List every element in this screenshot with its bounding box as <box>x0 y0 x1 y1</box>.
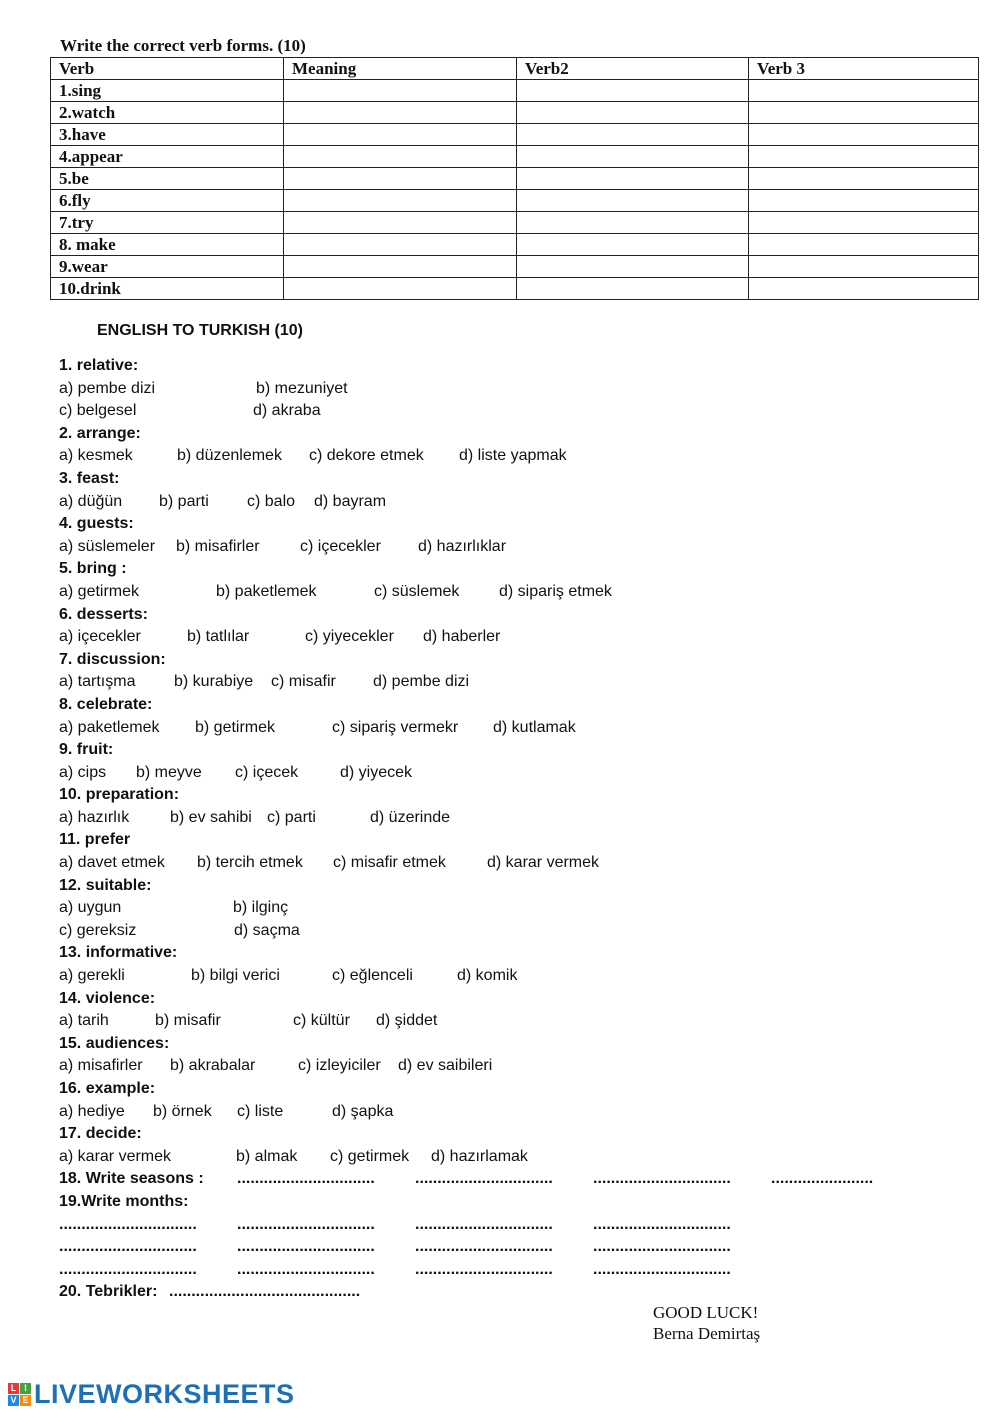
answer-blank[interactable]: ............................... <box>415 1215 553 1233</box>
answer-option[interactable]: b) tercih etmek <box>197 854 303 872</box>
verb-cell: 3.have <box>51 124 284 146</box>
question-label: 11. prefer <box>59 831 131 849</box>
question-label: 16. example: <box>59 1080 156 1097</box>
answer-option[interactable]: b) ilginç <box>233 899 289 917</box>
options-row <box>59 400 959 423</box>
answer-option[interactable]: c) liste <box>237 1102 284 1120</box>
answer-option[interactable]: b) parti <box>159 492 209 510</box>
answer-blank[interactable]: ............................... <box>237 1170 375 1188</box>
answer-option[interactable]: b) misafir <box>155 1012 221 1030</box>
options-row <box>59 445 959 468</box>
meaning-answer-cell[interactable] <box>284 124 517 146</box>
answer-option[interactable]: c) misafir etmek <box>333 854 446 872</box>
brand-text: LIVEWORKSHEETS <box>34 1378 295 1409</box>
options-row <box>59 1146 959 1169</box>
question-label: 2. arrange: <box>59 424 141 442</box>
question-label: 15. audiences: <box>59 1034 170 1052</box>
answer-option[interactable]: a) gerekli <box>59 967 125 985</box>
table-row <box>51 168 979 190</box>
table-row <box>51 146 979 168</box>
answer-option[interactable]: c) izleyiciler <box>298 1057 381 1075</box>
verb2-answer-cell[interactable] <box>517 212 749 234</box>
answer-option[interactable]: a) içecekler <box>59 628 141 646</box>
question-title <box>59 829 959 852</box>
options-row <box>59 762 959 785</box>
question-label: 5. bring : <box>59 560 127 578</box>
meaning-answer-cell[interactable] <box>284 146 517 168</box>
answer-option[interactable]: b) getirmek <box>195 718 276 736</box>
question-label: 7. discussion: <box>59 650 166 668</box>
table-row <box>51 124 979 146</box>
answer-option[interactable]: c) kültür <box>293 1012 350 1030</box>
header-verb: Verb <box>51 58 284 80</box>
logo-tile: L <box>8 1383 19 1394</box>
table-row <box>51 102 979 124</box>
footer-note <box>653 1302 760 1344</box>
question-label: 6. desserts: <box>59 605 148 623</box>
verb2-answer-cell[interactable] <box>517 256 749 278</box>
answer-option[interactable]: a) uygun <box>59 899 122 917</box>
answer-option[interactable]: d) komik <box>457 967 518 985</box>
answer-option[interactable]: d) bayram <box>314 492 387 510</box>
verb-cell: 9.wear <box>51 256 284 278</box>
question-title <box>59 468 959 491</box>
answer-option[interactable]: d) üzerinde <box>370 808 451 826</box>
congrats-question <box>59 1281 959 1304</box>
verb3-answer-cell[interactable] <box>749 102 979 124</box>
verb-forms-table <box>50 57 979 300</box>
verb3-answer-cell[interactable] <box>749 146 979 168</box>
question-title <box>59 558 959 581</box>
answer-option[interactable]: a) misafirler <box>59 1057 143 1075</box>
answer-option[interactable]: b) tatlılar <box>187 628 250 646</box>
answer-option[interactable]: b) meyve <box>136 763 202 781</box>
question-title <box>59 604 959 627</box>
answer-option[interactable]: c) yiyecekler <box>305 628 394 646</box>
question-title <box>59 1033 959 1056</box>
questions-list <box>59 355 959 1304</box>
verb-cell: 2.watch <box>51 102 284 124</box>
meaning-answer-cell[interactable] <box>284 168 517 190</box>
answer-option[interactable]: d) akraba <box>253 402 321 420</box>
meaning-answer-cell[interactable] <box>284 190 517 212</box>
answer-option[interactable]: b) ev sahibi <box>170 808 252 826</box>
answer-blank[interactable]: ............................... <box>593 1215 731 1233</box>
options-row <box>59 920 959 943</box>
table-row <box>51 256 979 278</box>
answer-option[interactable]: a) düğün <box>59 492 123 510</box>
answer-option[interactable]: b) almak <box>236 1147 298 1165</box>
verb-cell: 6.fly <box>51 190 284 212</box>
options-row <box>59 671 959 694</box>
table-title: Write the correct verb forms. (10) <box>60 36 306 55</box>
meaning-answer-cell[interactable] <box>284 234 517 256</box>
answer-blank[interactable]: ............................... <box>593 1170 731 1188</box>
verb-cell: 1.sing <box>51 80 284 102</box>
question-label: 3. feast: <box>59 469 120 487</box>
header-verb2: Verb2 <box>517 58 749 80</box>
logo-tile: V <box>8 1395 19 1406</box>
meaning-answer-cell[interactable] <box>284 102 517 124</box>
question-label: 19.Write months: <box>59 1192 189 1210</box>
answer-option[interactable]: d) hazırlıklar <box>418 537 507 555</box>
answer-option[interactable]: a) karar vermek <box>59 1147 172 1165</box>
question-label: 10. preparation: <box>59 786 180 804</box>
answer-option[interactable]: b) misafirler <box>176 537 260 555</box>
months-blank-row <box>59 1236 959 1259</box>
answer-option[interactable]: a) paketlemek <box>59 718 160 736</box>
logo-tile: I <box>20 1383 31 1394</box>
good-luck-text: GOOD LUCK! <box>653 1303 759 1322</box>
verb3-answer-cell[interactable] <box>749 256 979 278</box>
verb-cell: 7.try <box>51 212 284 234</box>
answer-option[interactable]: b) mezuniyet <box>256 379 348 397</box>
answer-option[interactable]: a) hediye <box>59 1102 125 1120</box>
options-row <box>59 965 959 988</box>
question-title <box>59 694 959 717</box>
answer-option[interactable]: b) akrabalar <box>170 1057 256 1075</box>
answer-blank[interactable]: ............................... <box>59 1260 197 1278</box>
options-row <box>59 1055 959 1078</box>
verb-cell: 5.be <box>51 168 284 190</box>
verb2-answer-cell[interactable] <box>517 190 749 212</box>
answer-option[interactable]: c) balo <box>247 492 296 510</box>
question-title <box>59 513 959 536</box>
answer-option[interactable]: d) şapka <box>332 1102 394 1120</box>
answer-option[interactable]: d) hazırlamak <box>431 1147 528 1165</box>
answer-blank[interactable]: ............................... <box>237 1238 375 1256</box>
header-verb3: Verb 3 <box>749 58 979 80</box>
table-row <box>51 278 979 300</box>
answer-option[interactable]: a) hazırlık <box>59 808 130 826</box>
verb2-answer-cell[interactable] <box>517 80 749 102</box>
answer-option[interactable]: d) ev saibileri <box>398 1057 493 1075</box>
question-title <box>59 875 959 898</box>
answer-option[interactable]: a) kesmek <box>59 447 133 465</box>
meaning-answer-cell[interactable] <box>284 278 517 300</box>
answer-option[interactable]: d) yiyecek <box>340 763 413 781</box>
answer-option[interactable]: b) bilgi verici <box>191 967 280 985</box>
answer-option[interactable]: b) örnek <box>153 1102 212 1120</box>
question-title <box>59 942 959 965</box>
verb2-answer-cell[interactable] <box>517 102 749 124</box>
answer-blank[interactable]: ............................... <box>237 1260 375 1278</box>
answer-option[interactable]: c) dekore etmek <box>309 447 424 465</box>
verb-cell: 10.drink <box>51 278 284 300</box>
options-row <box>59 852 959 875</box>
options-row <box>59 626 959 649</box>
verb3-answer-cell[interactable] <box>749 212 979 234</box>
verb-cell: 4.appear <box>51 146 284 168</box>
answer-option[interactable]: b) paketlemek <box>216 582 317 600</box>
answer-option[interactable]: c) misafir <box>271 673 336 691</box>
question-title <box>59 423 959 446</box>
options-row <box>59 897 959 920</box>
table-row <box>51 80 979 102</box>
answer-option[interactable]: c) parti <box>267 808 316 826</box>
table-row <box>51 190 979 212</box>
answer-option[interactable]: c) belgesel <box>59 402 137 420</box>
answer-option[interactable]: c) içecek <box>235 763 299 781</box>
answer-option[interactable]: c) içecekler <box>300 537 381 555</box>
answer-blank[interactable]: ............................... <box>415 1238 553 1256</box>
answer-option[interactable]: c) gereksiz <box>59 921 137 939</box>
table-row <box>51 234 979 256</box>
months-question <box>59 1191 959 1214</box>
answer-option[interactable]: c) eğlenceli <box>332 967 413 985</box>
question-title <box>59 1123 959 1146</box>
answer-option[interactable]: d) haberler <box>423 628 501 646</box>
answer-option[interactable]: d) karar vermek <box>487 854 600 872</box>
answer-option[interactable]: d) sipariş etmek <box>499 582 612 600</box>
months-blank-row <box>59 1259 959 1282</box>
answer-option[interactable]: b) düzenlemek <box>177 447 282 465</box>
months-blank-row <box>59 1214 959 1237</box>
answer-option[interactable]: a) davet etmek <box>59 854 165 872</box>
answer-blank[interactable]: ........................................... <box>169 1283 361 1301</box>
answer-option[interactable]: c) sipariş vermekr <box>332 718 459 736</box>
meaning-answer-cell[interactable] <box>284 256 517 278</box>
verb2-answer-cell[interactable] <box>517 278 749 300</box>
answer-option[interactable]: a) tartışma <box>59 673 136 691</box>
meaning-answer-cell[interactable] <box>284 212 517 234</box>
options-row <box>59 1010 959 1033</box>
question-label: 18. Write seasons : <box>59 1170 204 1188</box>
verb3-answer-cell[interactable] <box>749 234 979 256</box>
question-label: 9. fruit: <box>59 741 114 759</box>
answer-option[interactable]: d) pembe dizi <box>373 673 470 691</box>
verb2-answer-cell[interactable] <box>517 168 749 190</box>
question-label: 8. celebrate: <box>59 695 153 713</box>
verb3-answer-cell[interactable] <box>749 168 979 190</box>
table-header-row <box>51 58 979 80</box>
answer-option[interactable]: a) getirmek <box>59 582 140 600</box>
question-title <box>59 739 959 762</box>
answer-blank[interactable]: ............................... <box>415 1170 553 1188</box>
seasons-question <box>59 1168 959 1191</box>
question-label: 13. informative: <box>59 944 178 962</box>
options-row <box>59 491 959 514</box>
logo-tile: E <box>20 1395 31 1406</box>
question-title <box>59 649 959 672</box>
answer-blank[interactable]: ............................... <box>593 1260 731 1278</box>
question-label: 4. guests: <box>59 515 134 533</box>
answer-blank[interactable]: ............................... <box>237 1215 375 1233</box>
verb3-answer-cell[interactable] <box>749 80 979 102</box>
question-label: 20. Tebrikler: <box>59 1283 158 1301</box>
answer-option[interactable]: d) şiddet <box>376 1012 438 1030</box>
liveworksheets-brand[interactable] <box>8 1380 295 1408</box>
verb3-answer-cell[interactable] <box>749 190 979 212</box>
answer-option[interactable]: d) saçma <box>234 921 300 939</box>
options-row <box>59 717 959 740</box>
answer-blank[interactable]: ............................... <box>415 1260 553 1278</box>
answer-option[interactable]: d) kutlamak <box>493 718 576 736</box>
answer-option[interactable]: b) kurabiye <box>174 673 254 691</box>
answer-blank[interactable]: ....................... <box>771 1170 874 1188</box>
answer-option[interactable]: a) süslemeler <box>59 537 156 555</box>
author-name: Berna Demirtaş <box>653 1324 761 1343</box>
answer-blank[interactable]: ............................... <box>59 1215 197 1233</box>
options-row <box>59 536 959 559</box>
answer-option[interactable]: d) liste yapmak <box>459 447 567 465</box>
answer-option[interactable]: c) süslemek <box>374 582 460 600</box>
verb2-answer-cell[interactable] <box>517 124 749 146</box>
question-label: 12. suitable: <box>59 876 152 894</box>
verb3-answer-cell[interactable] <box>749 124 979 146</box>
verb-cell: 8. make <box>51 234 284 256</box>
options-row <box>59 807 959 830</box>
liveworksheets-logo-icon <box>8 1383 31 1406</box>
verb3-answer-cell[interactable] <box>749 278 979 300</box>
section-title: ENGLISH TO TURKISH (10) <box>97 322 303 339</box>
verb2-answer-cell[interactable] <box>517 234 749 256</box>
question-label: 14. violence: <box>59 989 156 1007</box>
question-title <box>59 355 959 378</box>
question-title <box>59 1078 959 1101</box>
question-label: 17. decide: <box>59 1125 142 1143</box>
options-row <box>59 1101 959 1124</box>
options-row <box>59 378 959 401</box>
verb2-answer-cell[interactable] <box>517 146 749 168</box>
question-title <box>59 784 959 807</box>
answer-option[interactable]: a) cips <box>59 763 107 781</box>
answer-option[interactable]: c) getirmek <box>330 1147 410 1165</box>
answer-option[interactable]: a) tarih <box>59 1012 109 1030</box>
header-meaning: Meaning <box>284 58 517 80</box>
question-title <box>59 988 959 1011</box>
answer-option[interactable]: a) pembe dizi <box>59 379 156 397</box>
answer-blank[interactable]: ............................... <box>59 1238 197 1256</box>
table-row <box>51 212 979 234</box>
question-label: 1. relative: <box>59 357 139 374</box>
answer-blank[interactable]: ............................... <box>593 1238 731 1256</box>
options-row <box>59 581 959 604</box>
meaning-answer-cell[interactable] <box>284 80 517 102</box>
